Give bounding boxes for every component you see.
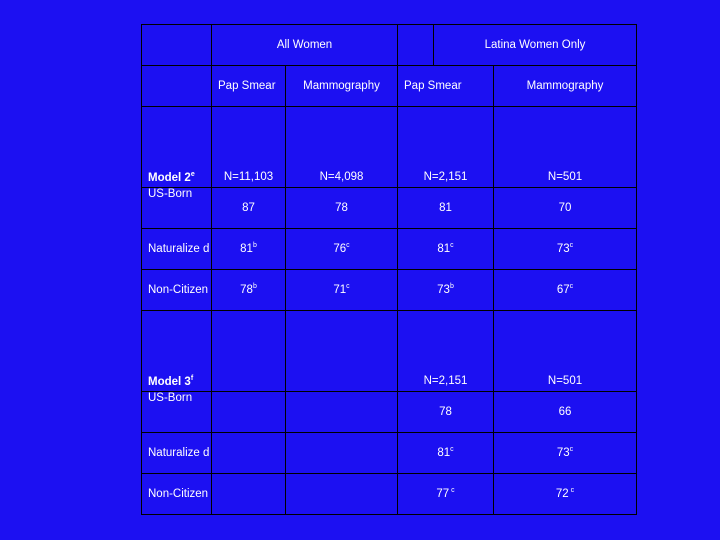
empty-cell: [398, 25, 434, 66]
value-cell: [212, 392, 286, 433]
row-label-non-citizen: Non-Citizen: [142, 270, 212, 311]
model2-n-pap-all: N=11,103: [212, 107, 286, 188]
col-header-pap-smear-latina: Pap Smear: [398, 66, 494, 107]
results-table: [141, 24, 637, 515]
empty-cell: [142, 66, 212, 107]
value-cell: 78: [286, 188, 398, 229]
model2-row-non-citizen: [142, 270, 637, 311]
model3-n-pap-all: [212, 311, 286, 392]
col-header-mammography-latina: Mammography: [494, 66, 637, 107]
model2-row: [142, 107, 637, 188]
value-cell: 67$^c$: [494, 270, 637, 311]
model2-label: Model 2e: [142, 107, 212, 188]
model3-row-non-citizen: [142, 474, 637, 515]
empty-cell: [142, 25, 212, 66]
model2-n-mammo-all: N=4,098: [286, 107, 398, 188]
model2-n-mammo-latina: N=501: [494, 107, 637, 188]
model3-label: Model 3$^f$: [142, 311, 212, 392]
row-label-naturalized: Naturalize d: [142, 229, 212, 270]
value-cell: [212, 474, 286, 515]
value-cell: 81$^b$: [212, 229, 286, 270]
value-cell: 81: [398, 188, 494, 229]
value-cell: 73$^c$: [494, 433, 637, 474]
row-label-us-born: US-Born: [142, 188, 212, 229]
value-cell: 70: [494, 188, 637, 229]
value-cell: [286, 474, 398, 515]
value-cell: [286, 392, 398, 433]
model3-row: [142, 311, 637, 392]
model2-n-pap-latina: N=2,151: [398, 107, 494, 188]
value-cell: 78: [398, 392, 494, 433]
model3-n-mammo-all: [286, 311, 398, 392]
value-cell: [286, 433, 398, 474]
value-cell: 87: [212, 188, 286, 229]
model3-row-us-born: [142, 392, 637, 433]
row-label-naturalized: Naturalize d: [142, 433, 212, 474]
value-cell: 78$^b$: [212, 270, 286, 311]
model3-n-pap-latina: N=2,151: [398, 311, 494, 392]
value-cell: 81$^c$: [398, 229, 494, 270]
group-header-latina-women: Latina Women Only: [434, 25, 637, 66]
value-cell: 66: [494, 392, 637, 433]
value-cell: 76$^c$: [286, 229, 398, 270]
model2-row-us-born: [142, 188, 637, 229]
group-header-row: [142, 25, 637, 66]
value-cell: 73$^c$: [494, 229, 637, 270]
value-cell: 81$^c$: [398, 433, 494, 474]
value-cell: 73$^b$: [398, 270, 494, 311]
col-header-pap-smear-all: Pap Smear: [212, 66, 286, 107]
col-header-mammography-all: Mammography: [286, 66, 398, 107]
row-label-us-born: US-Born: [142, 392, 212, 433]
row-label-non-citizen: Non-Citizen: [142, 474, 212, 515]
value-cell: 71$^c$: [286, 270, 398, 311]
value-cell: 77 $^c$: [398, 474, 494, 515]
model2-row-naturalized: [142, 229, 637, 270]
model3-n-mammo-latina: N=501: [494, 311, 637, 392]
column-header-row: [142, 66, 637, 107]
value-cell: 72 $^c$: [494, 474, 637, 515]
value-cell: [212, 433, 286, 474]
group-header-all-women: All Women: [212, 25, 398, 66]
model3-row-naturalized: [142, 433, 637, 474]
